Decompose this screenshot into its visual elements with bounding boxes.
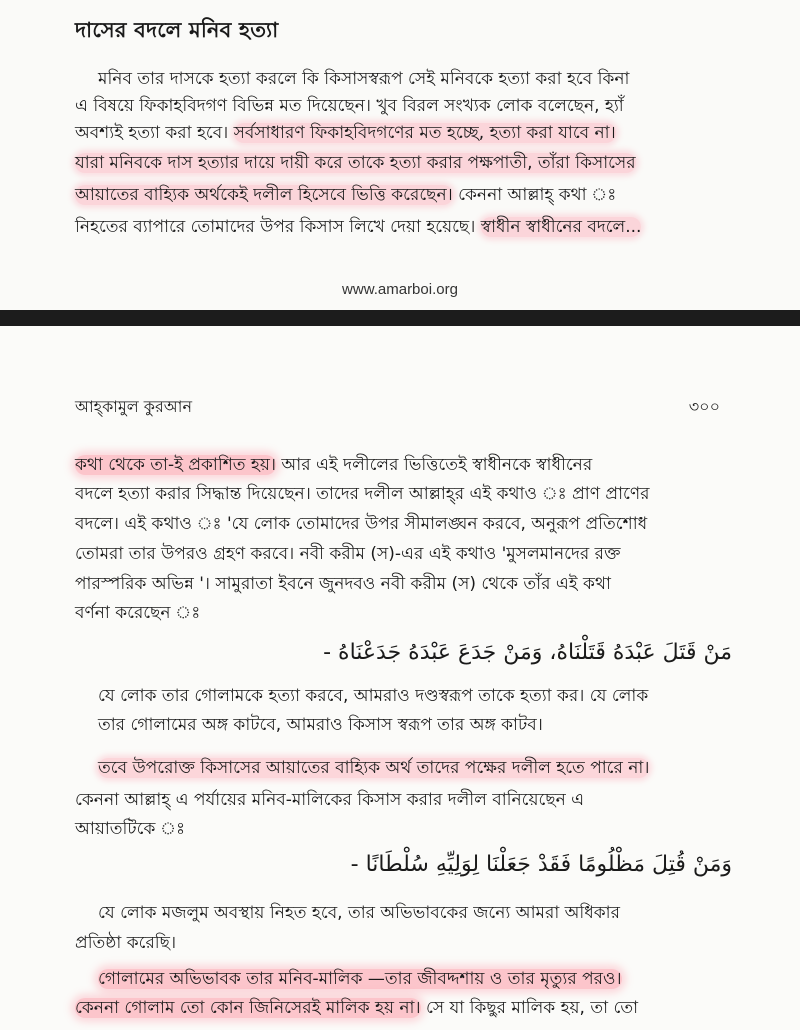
text-line: আয়াতটিকে ঃ bbox=[75, 819, 186, 839]
text-line bbox=[75, 995, 638, 1021]
text-line: বর্ণনা করেছেন ঃ bbox=[75, 603, 201, 623]
section-title: দাসের বদলে মনিব হত্যা bbox=[75, 18, 279, 42]
highlighted-text: স্বাধীন স্বাধীনের বদলে... bbox=[480, 217, 642, 237]
text-segment: আর এই দলীলের ভিত্তিতেই স্বাধীনকে স্বাধীনের bbox=[281, 455, 593, 475]
text-line: যে লোক তার গোলামকে হত্যা করবে, আমরাও দণ্ডস্বরূপ তাকে হত্যা কর। যে লোক bbox=[98, 686, 649, 706]
highlighted-text: তবে উপরোক্ত কিসাসের আয়াতের বাহ্যিক অর্থ তাদের পক্ষের দলীল হতে পারে না। bbox=[98, 758, 650, 778]
text-segment: কেননা আল্লাহ্‌ কথা ঃ bbox=[458, 185, 617, 205]
running-head: আহ্‌কামুল কুরআন bbox=[75, 397, 193, 416]
text-line bbox=[75, 214, 641, 240]
arabic-verse: وَمَنْ قُتِلَ مَظْلُومًا فَقَدْ جَعَلْنَا لِوَلِيِّهِ سُلْطَانًا - bbox=[350, 852, 732, 877]
text-line bbox=[75, 182, 616, 208]
highlighted-text: যারা মনিবকে দাস হত্যার দায়ে দায়ী করে তাকে হত্যা করার পক্ষপাতী, তাঁরা কিসাসের bbox=[75, 153, 636, 173]
text-line: প্রতিষ্ঠা করেছি। bbox=[75, 933, 177, 953]
text-line: এ বিষয়ে ফিকাহবিদগণ বিভিন্ন মত দিয়েছেন। খুব বিরল সংখ্যক লোক বলেছেন, হ্যাঁ bbox=[75, 96, 624, 116]
highlighted-text: গোলামের অভিভাবক তার মনিব-মালিক —তার জীবদ্দশায় ও তার মৃত্যুর পরও। bbox=[98, 969, 622, 989]
highlighted-text: কথা থেকে তা-ই প্রকাশিত হয়। bbox=[75, 455, 276, 475]
text-line bbox=[98, 755, 649, 781]
text-line: তার গোলামের অঙ্গ কাটবে, আমরাও কিসাস স্বরূপ তার অঙ্গ কাটব। bbox=[98, 715, 543, 735]
watermark: www.amarboi.org bbox=[342, 281, 458, 298]
text-line: পারস্পরিক অভিন্ন '। সামুরাতা ইবনে জুনদবও নবী করীম (স) থেকে তাঁর এই কথা bbox=[75, 574, 611, 594]
text-line: মনিব তার দাসকে হত্যা করলে কি কিসাসস্বরূপ সেই মনিবকে হত্যা করা হবে কিনা bbox=[98, 69, 630, 89]
text-segment: সে যা কিছুর মালিক হয়, তা তো bbox=[425, 998, 639, 1018]
text-line: কেননা আল্লাহ্‌ এ পর্যায়ের মনিব-মালিকের কিসাস করার দলীল বানিয়েছেন এ bbox=[75, 790, 585, 810]
highlighted-text: সর্বসাধারণ ফিকাহবিদগণের মত হচ্ছে, হত্যা করা যাবে না। bbox=[233, 123, 616, 143]
text-segment: অবশ্যই হত্যা করা হবে। bbox=[75, 123, 229, 143]
text-line: যে লোক মজলুম অবস্থায় নিহত হবে, তার অভিভাবকের জন্যে আমরা অধিকার bbox=[98, 903, 620, 923]
highlighted-text: আয়াতের বাহ্যিক অর্থকেই দলীল হিসেবে ভিত্তি করেছেন। bbox=[75, 185, 453, 205]
highlighted-text: কেননা গোলাম তো কোন জিনিসেরই মালিক হয় না। bbox=[75, 998, 421, 1018]
arabic-verse: مَنْ قَتَلَ عَبْدَهُ قَتَلْنَاهُ، وَمَنْ جَدَعَ عَبْدَهُ جَدَعْنَاهُ - bbox=[323, 640, 732, 665]
text-line: বদলে হত্যা করার সিদ্ধান্ত দিয়েছেন। তাদের দলীল আল্লাহ্‌র এই কথাও ঃ প্রাণ প্রাণের bbox=[75, 484, 650, 504]
text-line: তোমরা তার উপরও গ্রহণ করবে। নবী করীম (স)-এর এই কথাও 'মুসলমানদের রক্ত bbox=[75, 544, 621, 564]
text-segment: নিহতের ব্যাপারে তোমাদের উপর কিসাস লিখে দেয়া হয়েছে। bbox=[75, 217, 476, 237]
text-line bbox=[98, 966, 622, 992]
text-line: বদলে। এই কথাও ঃ 'যে লোক তোমাদের উপর সীমালঙ্ঘন করবে, অনুরূপ প্রতিশোধ bbox=[75, 514, 648, 534]
text-line bbox=[75, 120, 616, 146]
text-line bbox=[75, 452, 592, 478]
page-number: ৩০০ bbox=[688, 397, 720, 416]
page-divider bbox=[0, 310, 800, 326]
text-line bbox=[75, 150, 636, 176]
